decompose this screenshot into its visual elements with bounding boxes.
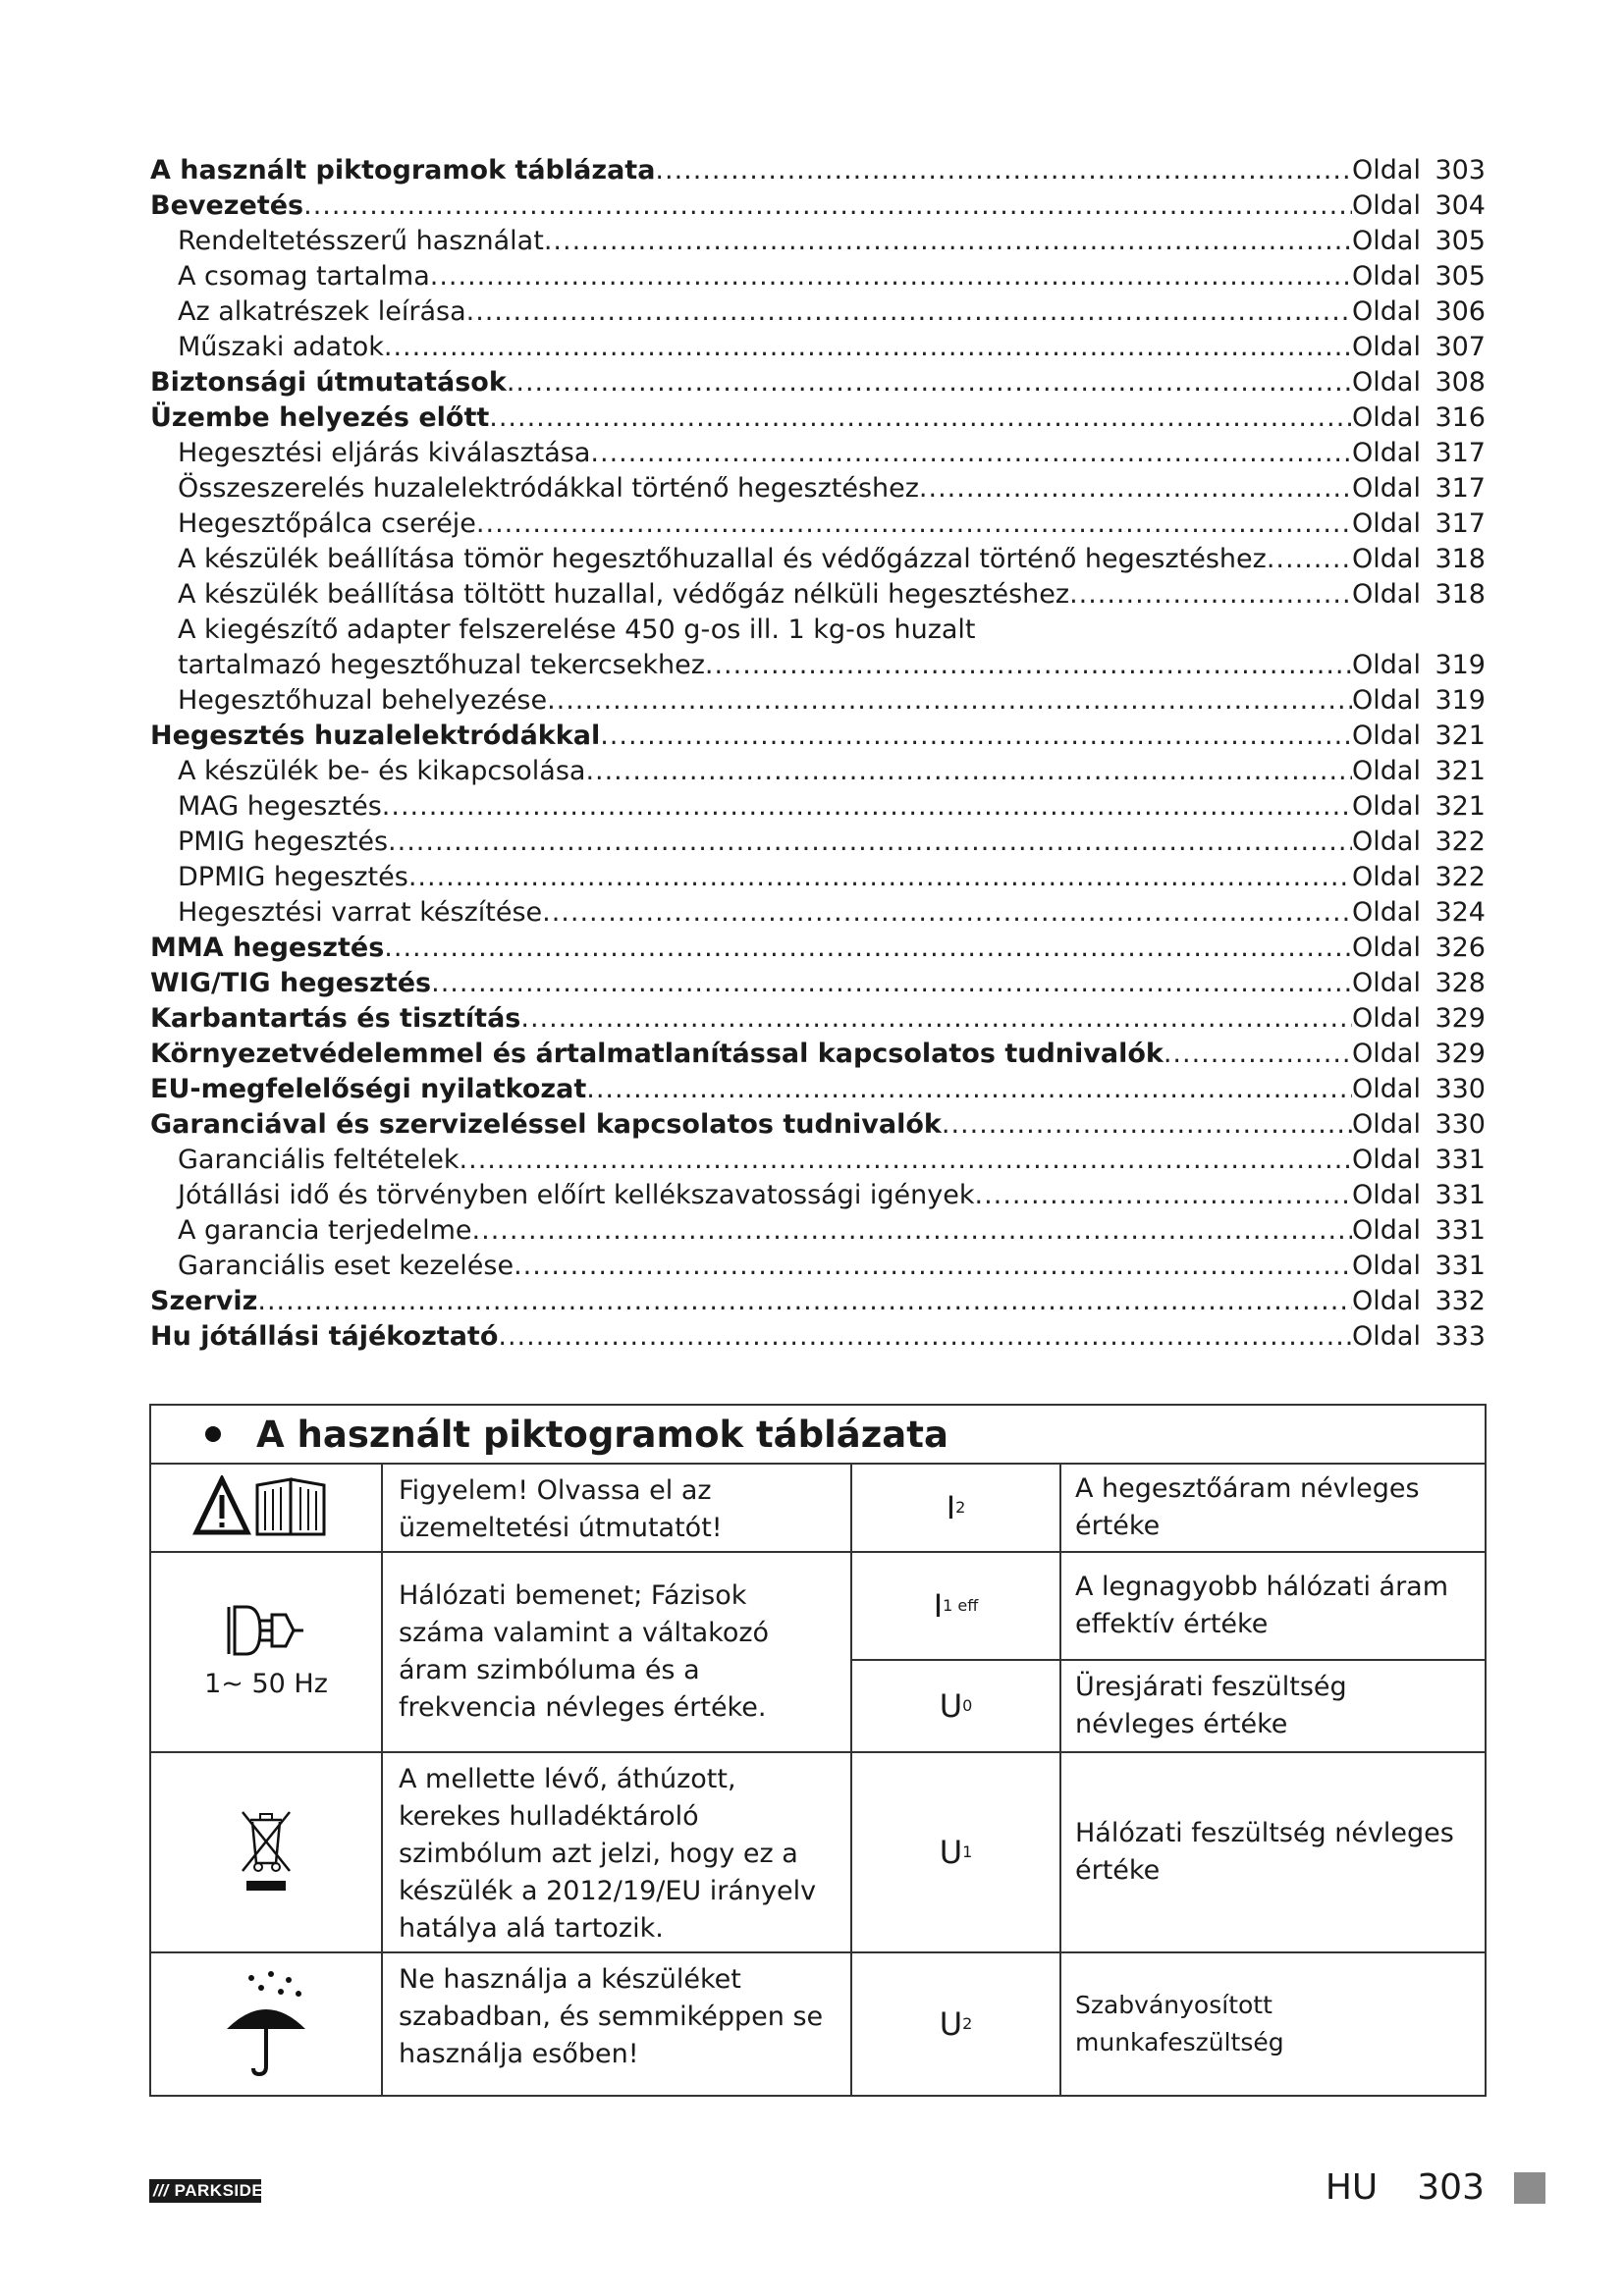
toc-entry-oldal: Oldal [1352, 721, 1421, 751]
toc-dot-leader [655, 155, 1352, 186]
symbol-i1eff [852, 1553, 1061, 1661]
toc-entry [150, 226, 1486, 261]
toc-entry-oldal: Oldal [1352, 1321, 1421, 1352]
toc-entry-oldal: Oldal [1352, 862, 1421, 892]
toc-entry-page: 331 [1435, 1215, 1486, 1246]
warning-manual-icon [151, 1465, 383, 1553]
toc-entry [150, 402, 1486, 438]
toc-entry-oldal: Oldal [1352, 155, 1421, 186]
toc-entry-page: 303 [1435, 155, 1486, 186]
toc-dot-leader [507, 367, 1352, 398]
toc-entry-oldal: Oldal [1352, 1109, 1421, 1140]
toc-entry [150, 1109, 1486, 1145]
toc-entry-page: 318 [1435, 579, 1486, 610]
symbol-i2-main: I [946, 1489, 956, 1526]
toc-entry-label: Hegesztés huzalelektródákkal [150, 721, 601, 751]
toc-dot-leader [408, 862, 1352, 892]
toc-entry-page: 330 [1435, 1109, 1486, 1140]
toc-entry-label: A készülék beállítása tömör hegesztőhuzallal és védőgázzal történő hegesztéshez [178, 544, 1267, 574]
toc-entry-oldal: Oldal [1352, 1180, 1421, 1210]
toc-dot-leader [384, 332, 1352, 362]
toc-entry-label: A garancia terjedelme [178, 1215, 472, 1246]
toc-entry-label: Garanciális eset kezelése [178, 1251, 514, 1281]
page-footer [1326, 2167, 1545, 2208]
toc-entry [150, 155, 1486, 190]
toc-entry [150, 332, 1486, 367]
toc-entry-label: Hegesztési varrat készítése [178, 897, 543, 928]
toc-entry-page: 329 [1435, 1003, 1486, 1034]
toc-entry-page: 322 [1435, 827, 1486, 857]
toc-entry-label: A készülék be- és kikapcsolása [178, 756, 586, 786]
toc-entry-label: Hegesztőhuzal behelyezése [178, 685, 548, 716]
toc-entry-label: tartalmazó hegesztőhuzal tekercsekhez [178, 650, 705, 680]
toc-dot-leader [975, 1180, 1353, 1210]
toc-entry-label: MMA hegesztés [150, 933, 385, 963]
toc-entry [150, 1215, 1486, 1251]
toc-entry-label: EU-megfelelőségi nyilatkozat [150, 1074, 587, 1104]
toc-entry-page: 318 [1435, 544, 1486, 574]
toc-entry-oldal: Oldal [1352, 579, 1421, 610]
toc-dot-leader [590, 438, 1352, 468]
toc-entry-oldal: Oldal [1352, 367, 1421, 398]
toc-entry-label: Biztonsági útmutatások [150, 367, 507, 398]
toc-entry-oldal: Oldal [1352, 332, 1421, 362]
toc-entry [150, 1180, 1486, 1215]
toc-entry-page: 304 [1435, 190, 1486, 221]
symbol-u1 [852, 1753, 1061, 1953]
toc-entry [150, 508, 1486, 544]
toc-entry-label: Garanciális feltételek [178, 1145, 460, 1175]
symbol-u2 [852, 1953, 1061, 2095]
toc-entry-page: 317 [1435, 473, 1486, 504]
toc-entry-label: Hu jótállási tájékoztató [150, 1321, 499, 1352]
toc-entry-page: 322 [1435, 862, 1486, 892]
toc-entry-oldal: Oldal [1352, 226, 1421, 256]
symbol-u1-main: U [939, 1834, 963, 1871]
toc-entry [150, 685, 1486, 721]
toc-dot-leader [382, 791, 1352, 822]
toc-dot-leader [586, 1074, 1352, 1104]
toc-entry [150, 614, 1486, 650]
brand-name: PARKSIDE [174, 2181, 264, 2200]
toc-entry [150, 367, 1486, 402]
language-code: HU [1325, 2167, 1379, 2208]
toc-dot-leader [544, 226, 1352, 256]
toc-entry-page: 305 [1435, 261, 1486, 292]
toc-entry-oldal: Oldal [1352, 508, 1421, 539]
symbol-u2-desc: Szabványosított munkafeszültség [1075, 1991, 1284, 2056]
toc-entry-oldal: Oldal [1352, 1286, 1421, 1316]
symbol-u2-main: U [939, 2005, 963, 2043]
toc-dot-leader [430, 261, 1352, 292]
toc-entry [150, 1003, 1486, 1039]
toc-entry-label: MAG hegesztés [178, 791, 382, 822]
toc-entry-page: 317 [1435, 438, 1486, 468]
toc-entry [150, 827, 1486, 862]
toc-dot-leader [466, 296, 1352, 327]
mains-plug-icon [151, 1553, 383, 1753]
mains-frequency-label: 1~ 50 Hz [204, 1669, 328, 1699]
toc-dot-leader [600, 721, 1352, 751]
toc-entry-oldal: Oldal [1352, 1003, 1421, 1034]
toc-entry-oldal: Oldal [1352, 261, 1421, 292]
toc-dot-leader [1267, 544, 1352, 574]
page-number: 303 [1417, 2167, 1485, 2208]
toc-entry-label: WIG/TIG hegesztés [150, 968, 432, 998]
toc-entry [150, 579, 1486, 614]
weee-text: A mellette lévő, áthúzott, kerekes hulladéktároló szimbólum azt jelzi, hogy ez a készülék a 2012/19/EU irányelv hatálya alá tartozik. [383, 1753, 852, 1953]
page-marker-square [1514, 2172, 1545, 2204]
toc-entry-oldal: Oldal [1352, 1215, 1421, 1246]
toc-entry-oldal: Oldal [1352, 685, 1421, 716]
toc-dot-leader [498, 1321, 1352, 1352]
toc-entry [150, 261, 1486, 296]
toc-entry-page: 329 [1435, 1039, 1486, 1069]
toc-entry [150, 296, 1486, 332]
toc-entry-page: 321 [1435, 756, 1486, 786]
toc-entry-page: 305 [1435, 226, 1486, 256]
toc-entry-page: 319 [1435, 685, 1486, 716]
toc-dot-leader [489, 402, 1352, 433]
toc-entry-page: 331 [1435, 1145, 1486, 1175]
toc-entry-oldal: Oldal [1352, 1039, 1421, 1069]
toc-entry-label: Üzembe helyezés előtt [150, 402, 490, 433]
toc-entry [150, 862, 1486, 897]
toc-entry-label: A kiegészítő adapter felszerelése 450 g-os ill. 1 kg-os huzalt [178, 614, 976, 645]
symbol-i1eff-desc: A legnagyobb hálózati áram effektív értéke [1061, 1553, 1485, 1661]
toc-dot-leader [431, 968, 1352, 998]
toc-entry-oldal: Oldal [1352, 1251, 1421, 1281]
toc-entry-oldal: Oldal [1352, 933, 1421, 963]
toc-entry-oldal: Oldal [1352, 402, 1421, 433]
toc-entry-page: 321 [1435, 721, 1486, 751]
toc-entry [150, 1074, 1486, 1109]
toc-dot-leader [585, 756, 1352, 786]
toc-entry-label: Jótállási idő és törvényben előírt kellékszavatossági igények [178, 1180, 975, 1210]
toc-entry [150, 473, 1486, 508]
toc-dot-leader [257, 1286, 1352, 1316]
symbol-i2-desc: A hegesztőáram névleges értéke [1061, 1465, 1485, 1553]
pictogram-table-title [151, 1406, 1485, 1465]
pictogram-table [149, 1404, 1487, 2097]
toc-entry-label: A készülék beállítása töltött huzallal, védőgáz nélküli hegesztéshez [178, 579, 1070, 610]
symbol-i2 [852, 1465, 1061, 1553]
toc-entry [150, 1286, 1486, 1321]
toc-entry-label: Környezetvédelemmel és ártalmatlanítással kapcsolatos tudnivalók [150, 1039, 1164, 1069]
brand-slashes: /// [153, 2181, 169, 2200]
toc-entry [150, 933, 1486, 968]
toc-entry-oldal: Oldal [1352, 438, 1421, 468]
bullet-icon [205, 1426, 221, 1442]
symbol-u0 [852, 1661, 1061, 1753]
toc-entry-oldal: Oldal [1352, 1074, 1421, 1104]
toc-dot-leader [384, 933, 1352, 963]
toc-entry-page: 307 [1435, 332, 1486, 362]
toc-entry-label: Hegesztőpálca cseréje [178, 508, 476, 539]
toc-dot-leader [1164, 1039, 1352, 1069]
toc-entry-label: Összeszerelés huzalelektródákkal történő hegesztéshez [178, 473, 919, 504]
toc-entry-page: 332 [1435, 1286, 1486, 1316]
toc-entry-page: 324 [1435, 897, 1486, 928]
toc-entry-oldal: Oldal [1352, 827, 1421, 857]
toc-dot-leader [476, 508, 1352, 539]
umbrella-rain-icon [151, 1953, 383, 2095]
toc-entry [150, 544, 1486, 579]
symbol-i1eff-main: I [933, 1587, 944, 1625]
toc-dot-leader [547, 685, 1352, 716]
toc-entry [150, 1321, 1486, 1357]
toc-entry-label: Szerviz [150, 1286, 258, 1316]
toc-entry-oldal: Oldal [1352, 756, 1421, 786]
symbol-u0-main: U [939, 1687, 963, 1725]
toc-entry-oldal: Oldal [1352, 1145, 1421, 1175]
toc-entry-page: 333 [1435, 1321, 1486, 1352]
toc-entry [150, 968, 1486, 1003]
toc-dot-leader [705, 650, 1352, 680]
toc-entry-label: Hegesztési eljárás kiválasztása [178, 438, 591, 468]
toc-entry-page: 330 [1435, 1074, 1486, 1104]
toc-dot-leader [1069, 579, 1352, 610]
toc-dot-leader [942, 1109, 1352, 1140]
toc-entry [150, 1039, 1486, 1074]
toc-entry-page: 319 [1435, 650, 1486, 680]
toc-dot-leader [514, 1251, 1352, 1281]
toc-entry [150, 791, 1486, 827]
toc-entry-page: 331 [1435, 1180, 1486, 1210]
toc-dot-leader [542, 897, 1352, 928]
toc-entry [150, 756, 1486, 791]
toc-entry-page: 308 [1435, 367, 1486, 398]
toc-entry-page: 306 [1435, 296, 1486, 327]
toc-entry [150, 897, 1486, 933]
toc-entry-oldal: Oldal [1352, 473, 1421, 504]
toc-dot-leader [472, 1215, 1352, 1246]
toc-entry-oldal: Oldal [1352, 968, 1421, 998]
parkside-logo [149, 2179, 264, 2203]
toc-entry-oldal: Oldal [1352, 296, 1421, 327]
toc-entry-oldal: Oldal [1352, 190, 1421, 221]
symbol-u0-sub: 0 [962, 1696, 973, 1715]
toc-entry-page: 331 [1435, 1251, 1486, 1281]
toc-entry-page: 317 [1435, 508, 1486, 539]
toc-entry-label: DPMIG hegesztés [178, 862, 408, 892]
toc-entry-label: Bevezetés [150, 190, 304, 221]
symbol-u1-desc: Hálózati feszültség névleges értéke [1061, 1753, 1485, 1953]
toc-entry-oldal: Oldal [1352, 897, 1421, 928]
read-manual-text: Figyelem! Olvassa el az üzemeltetési útmutatót! [383, 1465, 852, 1553]
toc-entry-label: Rendeltetésszerű használat [178, 226, 544, 256]
pictogram-table-title-text: A használt piktogramok táblázata [256, 1413, 948, 1456]
toc-entry-page: 328 [1435, 968, 1486, 998]
symbol-u2-sub: 2 [962, 2014, 973, 2033]
toc-entry-page: 326 [1435, 933, 1486, 963]
toc-entry-oldal: Oldal [1352, 544, 1421, 574]
toc-entry-page: 316 [1435, 402, 1486, 433]
toc-dot-leader [919, 473, 1352, 504]
symbol-u1-sub: 1 [962, 1842, 973, 1861]
toc-entry [150, 190, 1486, 226]
no-rain-text: Ne használja a készüléket szabadban, és semmiképpen se használja esőben! [383, 1953, 852, 2095]
symbol-u0-desc: Üresjárati feszültség névleges értéke [1061, 1661, 1485, 1753]
toc-entry-label: A használt piktogramok táblázata [150, 155, 656, 186]
toc-entry-label: A csomag tartalma [178, 261, 430, 292]
mains-input-text: Hálózati bemenet; Fázisok száma valamint a váltakozó áram szimbóluma és a frekvencia névleges értéke. [383, 1553, 852, 1753]
crossed-bin-icon [151, 1753, 383, 1953]
toc-entry-label: PMIG hegesztés [178, 827, 389, 857]
toc-dot-leader [460, 1145, 1352, 1175]
toc-entry-oldal: Oldal [1352, 791, 1421, 822]
toc-entry-label: Az alkatrészek leírása [178, 296, 466, 327]
toc-dot-leader [388, 827, 1352, 857]
toc-entry-label: Karbantartás és tisztítás [150, 1003, 521, 1034]
toc-dot-leader [303, 190, 1352, 221]
toc-entry [150, 721, 1486, 756]
toc-entry-oldal: Oldal [1352, 650, 1421, 680]
toc-entry-page: 321 [1435, 791, 1486, 822]
symbol-i1eff-sub: 1 eff [943, 1596, 979, 1615]
toc-entry [150, 1251, 1486, 1286]
toc-entry-label: Garanciával és szervizeléssel kapcsolatos tudnivalók [150, 1109, 942, 1140]
toc-dot-leader [520, 1003, 1352, 1034]
toc-entry-label: Műszaki adatok [178, 332, 384, 362]
table-of-contents [150, 155, 1486, 1357]
toc-entry [150, 438, 1486, 473]
symbol-i2-sub: 2 [955, 1498, 966, 1517]
toc-entry [150, 650, 1486, 685]
toc-entry [150, 1145, 1486, 1180]
